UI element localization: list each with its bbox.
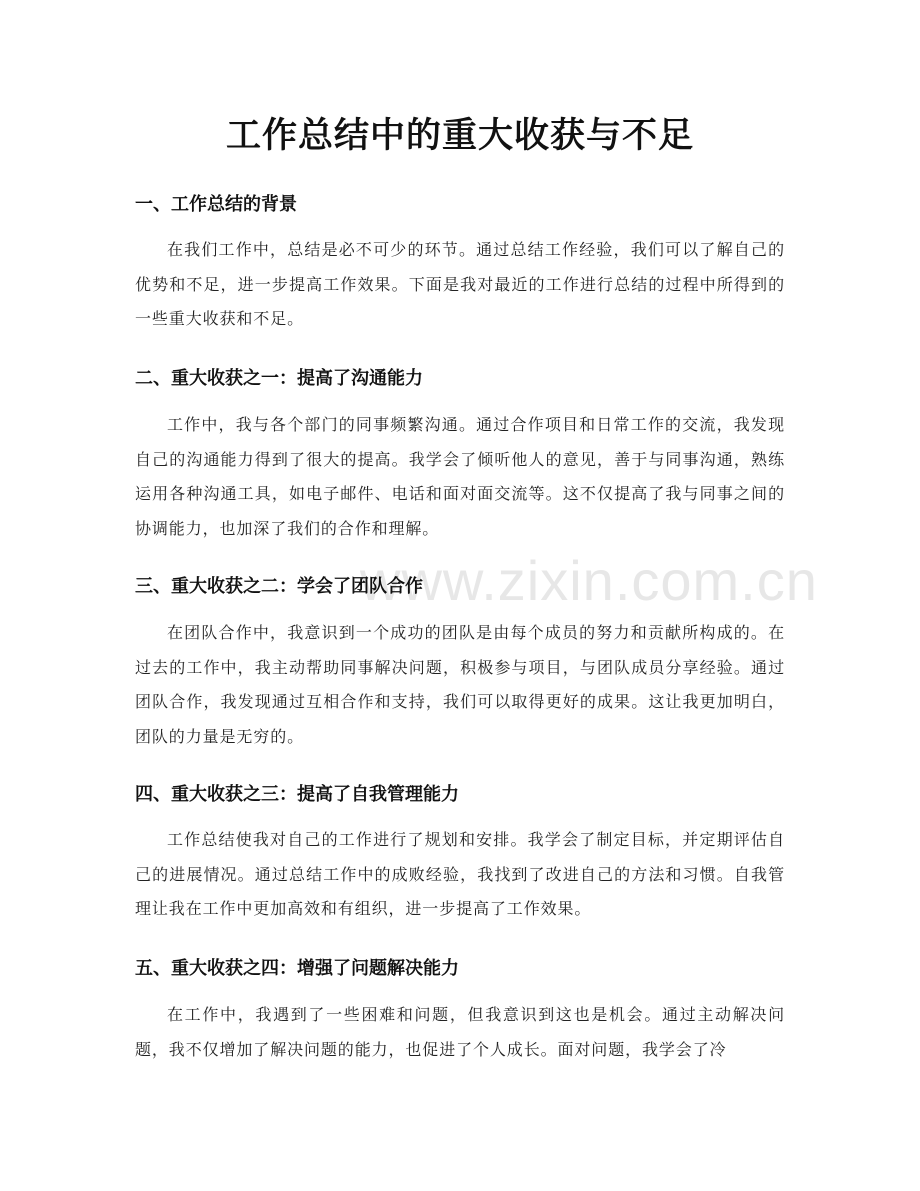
- section-paragraph-4: 工作总结使我对自己的工作进行了规划和安排。我学会了制定目标，并定期评估自己的进展情况。通过总结工作中的成败经验，我找到了改进自己的方法和习惯。自我管理让我在工作中更加高效和有组织，进一步提高了工作效果。: [135, 830, 785, 918]
- section-paragraph-1: 在我们工作中，总结是必不可少的环节。通过总结工作经验，我们可以了解自己的优势和不足，进一步提高工作效果。下面是我对最近的工作进行总结的过程中所得到的一些重大收获和不足。: [135, 240, 785, 328]
- watermark: www.zixin.com.cn: [360, 549, 818, 612]
- section-heading-5: 五、重大收获之四：增强了问题解决能力: [135, 958, 459, 979]
- section-heading-3: 三、重大收获之二：学会了团队合作: [135, 576, 423, 597]
- section-paragraph-5: 在工作中，我遇到了一些困难和问题，但我意识到这也是机会。通过主动解决问题，我不仅增加了解决问题的能力，也促进了个人成长。面对问题，我学会了冷: [135, 1005, 785, 1059]
- section-paragraph-2: 工作中，我与各个部门的同事频繁沟通。通过合作项目和日常工作的交流，我发现自己的沟通能力得到了很大的提高。我学会了倾听他人的意见，善于与同事沟通，熟练运用各种沟通工具，如电子邮件、电话和面对面交流等。这不仅提高了我与同事之间的协调能力，也加深了我们的合作和理解。: [135, 415, 785, 538]
- document-title: 工作总结中的重大收获与不足: [225, 116, 694, 156]
- section-heading-1: 一、工作总结的背景: [135, 194, 297, 215]
- section-heading-4: 四、重大收获之三：提高了自我管理能力: [135, 784, 459, 805]
- section-heading-2: 二、重大收获之一：提高了沟通能力: [135, 368, 423, 389]
- section-paragraph-3: 在团队合作中，我意识到一个成功的团队是由每个成员的努力和贡献所构成的。在过去的工作中，我主动帮助同事解决问题，积极参与项目，与团队成员分享经验。通过团队合作，我发现通过互相合作和支持，我们可以取得更好的成果。这让我更加明白，团队的力量是无穷的。: [135, 623, 785, 746]
